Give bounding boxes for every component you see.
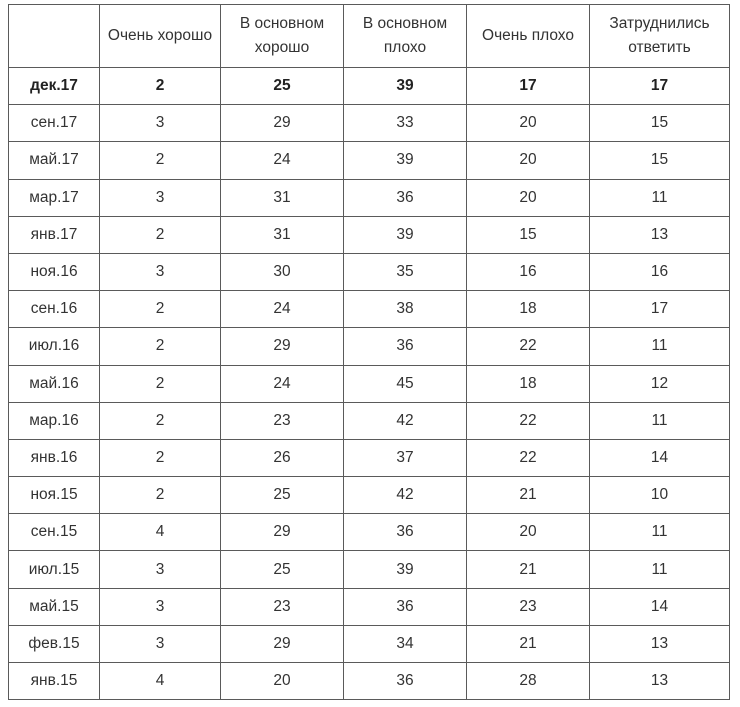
table-row [9,365,730,402]
cell-very-good: 3 [100,551,221,588]
cell-period: июл.15 [9,551,100,588]
cell-very-good: 4 [100,663,221,700]
cell-period: мар.17 [9,179,100,216]
cell-mostly-good: 25 [221,477,344,514]
cell-hard-to-answer: 17 [590,68,730,105]
cell-very-good: 3 [100,625,221,662]
cell-mostly-good: 30 [221,253,344,290]
cell-very-bad: 23 [467,588,590,625]
cell-hard-to-answer: 11 [590,514,730,551]
cell-very-bad: 21 [467,625,590,662]
cell-mostly-good: 24 [221,142,344,179]
cell-mostly-good: 29 [221,514,344,551]
cell-mostly-bad: 42 [344,477,467,514]
cell-mostly-bad: 42 [344,402,467,439]
cell-very-bad: 18 [467,365,590,402]
cell-period: сен.16 [9,291,100,328]
cell-mostly-good: 20 [221,663,344,700]
cell-period: сен.17 [9,105,100,142]
cell-mostly-bad: 38 [344,291,467,328]
cell-hard-to-answer: 13 [590,216,730,253]
cell-hard-to-answer: 10 [590,477,730,514]
cell-mostly-bad: 39 [344,551,467,588]
table-row [9,402,730,439]
cell-mostly-good: 29 [221,625,344,662]
cell-very-good: 3 [100,253,221,290]
cell-mostly-bad: 36 [344,328,467,365]
cell-hard-to-answer: 14 [590,439,730,476]
cell-hard-to-answer: 13 [590,625,730,662]
cell-period: фев.15 [9,625,100,662]
cell-very-good: 2 [100,439,221,476]
cell-very-bad: 20 [467,105,590,142]
cell-very-bad: 16 [467,253,590,290]
cell-period: май.17 [9,142,100,179]
cell-period: май.15 [9,588,100,625]
header-cell-very-good: Очень хорошо [100,5,221,68]
cell-very-bad: 28 [467,663,590,700]
cell-very-good: 3 [100,179,221,216]
cell-period: май.16 [9,365,100,402]
cell-mostly-good: 31 [221,216,344,253]
cell-mostly-bad: 36 [344,663,467,700]
table-row [9,551,730,588]
cell-very-bad: 22 [467,328,590,365]
cell-mostly-good: 29 [221,328,344,365]
cell-mostly-good: 23 [221,402,344,439]
table-row [9,328,730,365]
table-row [9,625,730,662]
cell-very-bad: 22 [467,402,590,439]
table-row [9,68,730,105]
cell-period: янв.15 [9,663,100,700]
cell-mostly-bad: 36 [344,514,467,551]
cell-mostly-good: 24 [221,291,344,328]
table-body [9,68,730,700]
table-row [9,253,730,290]
table-row [9,105,730,142]
header-row [9,5,730,68]
cell-mostly-bad: 36 [344,179,467,216]
cell-mostly-bad: 37 [344,439,467,476]
table-row [9,142,730,179]
cell-very-bad: 20 [467,142,590,179]
cell-very-bad: 21 [467,477,590,514]
cell-period: сен.15 [9,514,100,551]
cell-mostly-good: 25 [221,551,344,588]
cell-very-bad: 20 [467,179,590,216]
cell-mostly-good: 26 [221,439,344,476]
table-row [9,514,730,551]
survey-results-table [8,4,730,700]
cell-mostly-bad: 33 [344,105,467,142]
cell-very-good: 2 [100,477,221,514]
cell-mostly-good: 23 [221,588,344,625]
table-row [9,588,730,625]
cell-very-good: 2 [100,328,221,365]
cell-hard-to-answer: 15 [590,142,730,179]
cell-mostly-bad: 34 [344,625,467,662]
cell-hard-to-answer: 11 [590,328,730,365]
table-header [9,5,730,68]
cell-period: мар.16 [9,402,100,439]
table-row [9,439,730,476]
cell-very-good: 4 [100,514,221,551]
cell-very-bad: 20 [467,514,590,551]
cell-hard-to-answer: 11 [590,402,730,439]
table-row [9,216,730,253]
cell-period: июл.16 [9,328,100,365]
cell-very-bad: 15 [467,216,590,253]
cell-very-good: 2 [100,68,221,105]
cell-very-good: 2 [100,291,221,328]
header-cell-mostly-bad: В основном плохо [344,5,467,68]
cell-very-bad: 18 [467,291,590,328]
cell-mostly-bad: 39 [344,68,467,105]
cell-mostly-good: 31 [221,179,344,216]
cell-hard-to-answer: 16 [590,253,730,290]
cell-period: янв.16 [9,439,100,476]
cell-mostly-good: 29 [221,105,344,142]
cell-mostly-bad: 35 [344,253,467,290]
cell-hard-to-answer: 13 [590,663,730,700]
cell-period: янв.17 [9,216,100,253]
cell-very-bad: 17 [467,68,590,105]
header-cell-mostly-good: В основном хорошо [221,5,344,68]
cell-hard-to-answer: 14 [590,588,730,625]
cell-mostly-good: 25 [221,68,344,105]
header-cell-very-bad: Очень плохо [467,5,590,68]
cell-hard-to-answer: 11 [590,551,730,588]
cell-very-good: 2 [100,365,221,402]
cell-very-bad: 21 [467,551,590,588]
cell-mostly-good: 24 [221,365,344,402]
cell-very-good: 3 [100,588,221,625]
cell-hard-to-answer: 12 [590,365,730,402]
cell-mostly-bad: 39 [344,142,467,179]
cell-period: ноя.15 [9,477,100,514]
cell-very-good: 3 [100,105,221,142]
cell-very-bad: 22 [467,439,590,476]
cell-hard-to-answer: 17 [590,291,730,328]
header-cell-period [9,5,100,68]
header-cell-hard-to-answer: Затруднились ответить [590,5,730,68]
table-row [9,291,730,328]
cell-period: ноя.16 [9,253,100,290]
cell-very-good: 2 [100,216,221,253]
cell-hard-to-answer: 11 [590,179,730,216]
table-row [9,477,730,514]
cell-very-good: 2 [100,142,221,179]
cell-very-good: 2 [100,402,221,439]
cell-mostly-bad: 39 [344,216,467,253]
table-row [9,179,730,216]
cell-hard-to-answer: 15 [590,105,730,142]
cell-mostly-bad: 36 [344,588,467,625]
table-row [9,663,730,700]
cell-mostly-bad: 45 [344,365,467,402]
cell-period: дек.17 [9,68,100,105]
